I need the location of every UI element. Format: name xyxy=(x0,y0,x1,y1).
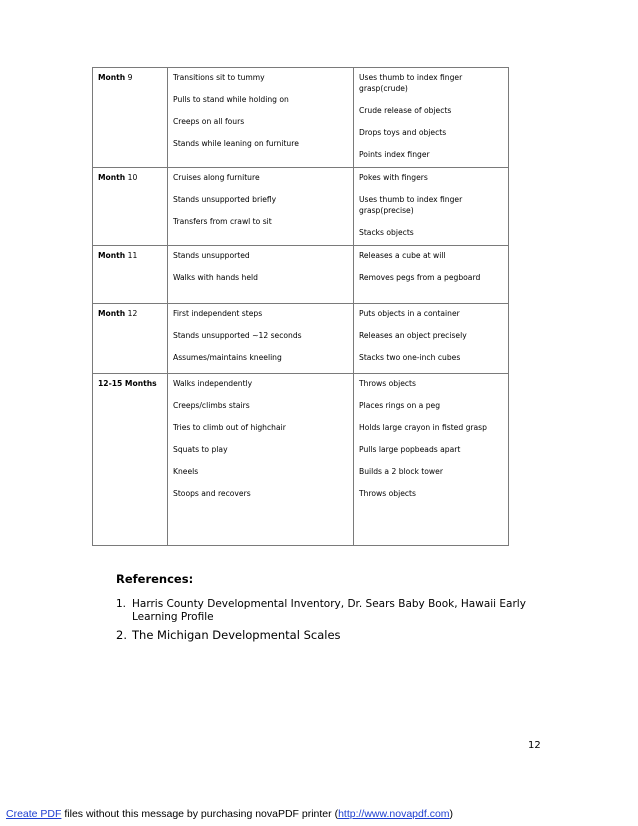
page-number: 12 xyxy=(528,740,541,751)
reference-item xyxy=(116,598,536,624)
cell-item: First independent steps xyxy=(173,309,263,318)
age-cell xyxy=(93,68,168,168)
cell-item: Builds a 2 block tower xyxy=(359,467,443,476)
age-label-bold: Month xyxy=(98,309,126,318)
motor-cell xyxy=(168,68,354,168)
cell-item: Stacks objects xyxy=(359,228,414,237)
cell-item: Pulls large popbeads apart xyxy=(359,445,461,454)
cell-item: Stacks two one-inch cubes xyxy=(359,353,461,362)
fine-motor-cell xyxy=(354,168,509,246)
cell-item: Stands unsupported briefly xyxy=(173,195,277,204)
cell-item: Uses thumb to index finger grasp(crude) xyxy=(359,73,463,93)
cell-item: Places rings on a peg xyxy=(359,401,441,410)
reference-text: The Michigan Developmental Scales xyxy=(132,628,341,642)
cell-item: Assumes/maintains kneeling xyxy=(173,353,282,362)
cell-item: Points index finger xyxy=(359,150,430,159)
fine-motor-cell xyxy=(354,374,509,546)
cell-item: Uses thumb to index finger grasp(precise) xyxy=(359,195,463,215)
cell-item: Crude release of objects xyxy=(359,106,452,115)
reference-item xyxy=(116,628,536,642)
cell-item: Removes pegs from a pegboard xyxy=(359,273,481,282)
cell-item: Releases a cube at will xyxy=(359,251,446,260)
fine-motor-cell xyxy=(354,68,509,168)
create-pdf-link[interactable]: Create PDF xyxy=(6,808,62,820)
age-label-bold: 12-15 Months xyxy=(98,379,157,388)
reference-number: 1. xyxy=(116,598,127,610)
cell-item: Stands while leaning on furniture xyxy=(173,139,299,148)
cell-item: Cruises along furniture xyxy=(173,173,260,182)
reference-text: Harris County Developmental Inventory, Dr. Sears Baby Book, Hawaii Early Learning Profile xyxy=(132,598,526,623)
cell-item: Walks with hands held xyxy=(173,273,258,282)
cell-item: Stoops and recovers xyxy=(173,489,251,498)
motor-cell xyxy=(168,374,354,546)
fine-motor-cell xyxy=(354,304,509,374)
motor-cell xyxy=(168,168,354,246)
cell-item: Creeps/climbs stairs xyxy=(173,401,250,410)
cell-item: Kneels xyxy=(173,467,199,476)
cell-item: Walks independently xyxy=(173,379,253,388)
age-label-bold: Month xyxy=(98,251,126,260)
cell-item: Stands unsupported xyxy=(173,251,250,260)
fine-motor-cell xyxy=(354,246,509,304)
milestones-table xyxy=(92,67,509,546)
age-label-rest: 12 xyxy=(125,309,138,318)
references-heading: References: xyxy=(116,572,194,586)
table-row xyxy=(93,374,509,546)
age-label-bold: Month xyxy=(98,173,126,182)
footer-text-end: ) xyxy=(449,808,454,820)
age-cell xyxy=(93,168,168,246)
cell-item: Throws objects xyxy=(359,489,416,498)
cell-item: Squats to play xyxy=(173,445,228,454)
age-label-rest: 10 xyxy=(125,173,138,182)
table-row xyxy=(93,168,509,246)
cell-item: Puts objects in a container xyxy=(359,309,460,318)
reference-number: 2. xyxy=(116,628,127,642)
age-cell xyxy=(93,304,168,374)
table-row xyxy=(93,246,509,304)
age-cell xyxy=(93,374,168,546)
cell-item: Transitions sit to tummy xyxy=(173,73,265,82)
table-row xyxy=(93,304,509,374)
cell-item: Drops toys and objects xyxy=(359,128,447,137)
novapdf-url-link[interactable]: http://www.novapdf.com xyxy=(338,808,450,820)
cell-item: Releases an object precisely xyxy=(359,331,467,340)
motor-cell xyxy=(168,304,354,374)
age-label-bold: Month xyxy=(98,73,126,82)
cell-item: Stands unsupported ~12 seconds xyxy=(173,331,302,340)
cell-item: Holds large crayon in fisted grasp xyxy=(359,423,487,432)
cell-item: Pulls to stand while holding on xyxy=(173,95,289,104)
footer-text: files without this message by purchasing novaPDF printer ( xyxy=(61,808,339,820)
cell-item: Throws objects xyxy=(359,379,416,388)
cell-item: Transfers from crawl to sit xyxy=(173,217,272,226)
cell-item: Creeps on all fours xyxy=(173,117,245,126)
cell-item: Tries to climb out of highchair xyxy=(173,423,286,432)
table-row xyxy=(93,68,509,168)
age-label-rest: 11 xyxy=(125,251,138,260)
age-label-rest: 9 xyxy=(125,73,133,82)
motor-cell xyxy=(168,246,354,304)
novapdf-footer xyxy=(6,808,453,820)
age-cell xyxy=(93,246,168,304)
cell-item: Pokes with fingers xyxy=(359,173,428,182)
references-section xyxy=(116,572,536,646)
